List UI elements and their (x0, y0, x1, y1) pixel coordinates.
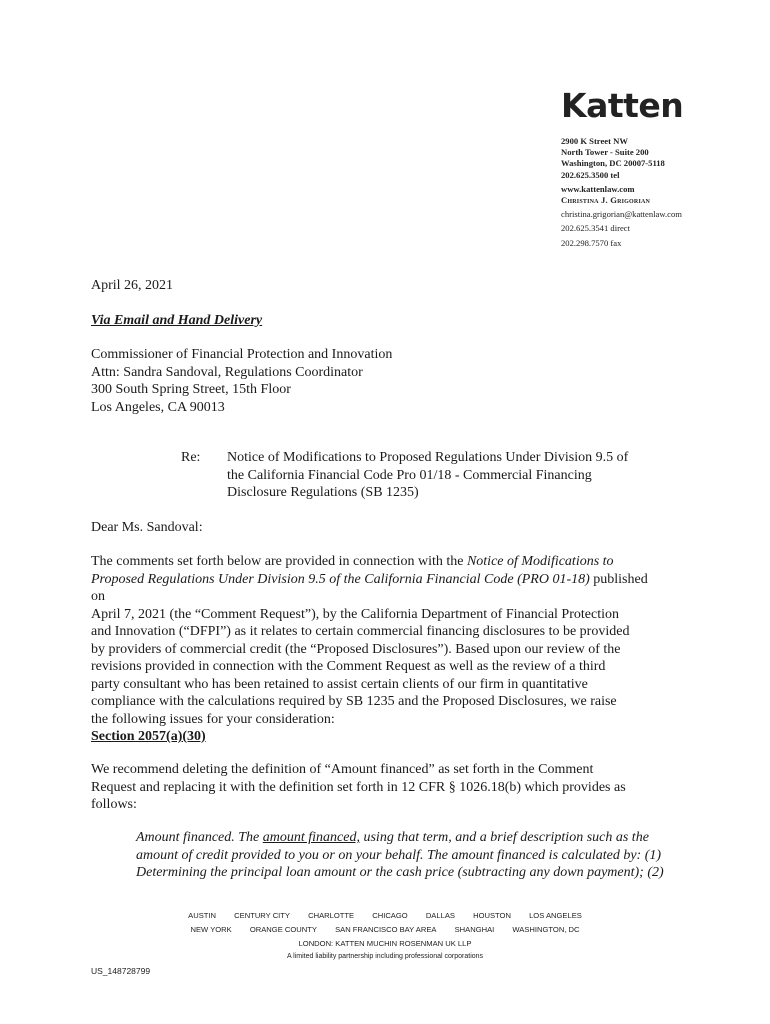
office-list-row-2 (0, 925, 770, 934)
re-subject (227, 449, 672, 502)
intro-line: April 7, 2021 (the “Comment Request”), by the California Department of Financial Protection (91, 606, 619, 622)
office-name: CENTURY CITY (234, 911, 290, 920)
intro-line (91, 553, 657, 571)
recipient-line: Los Angeles, CA 90013 (91, 399, 225, 415)
quote-underlined-term: amount financed, (262, 830, 360, 845)
recipient-address-block (91, 346, 392, 416)
intro-italic-title-cont: Proposed Regulations Under Division 9.5 of the California Financial Code (PRO 01-18) (91, 571, 590, 587)
address-line-street: 2900 K Street NW (561, 136, 628, 146)
intro-line: by providers of commercial credit (the “Proposed Disclosures”). Based upon our review of the (91, 641, 621, 657)
recipient-line: 300 South Spring Street, 15th Floor (91, 382, 291, 397)
office-name: SHANGHAI (454, 925, 495, 934)
office-name: DALLAS (425, 911, 455, 920)
office-name: WASHINGTON, DC (512, 925, 580, 934)
recipient-line: Commissioner of Financial Protection and Innovation (91, 347, 393, 362)
quote-line: Determining the principal loan amount or the cash price (subtracting any down payment); (2) (136, 865, 664, 880)
re-label: Re: (181, 450, 201, 465)
office-name: CHICAGO (372, 911, 408, 920)
intro-line: revisions provided in connection with the Comment Request as well as the review of a third (91, 659, 606, 674)
office-name: AUSTIN (188, 911, 217, 920)
intro-line (91, 571, 657, 606)
office-name: CHARLOTTE (308, 911, 355, 920)
address-line-phone: 202.625.3500 tel (561, 169, 620, 180)
intro-lead: The comments set forth below are provided in connection with the (91, 554, 467, 569)
author-email-link[interactable]: christina.grigorian@kattenlaw.com (561, 209, 682, 220)
quote-line: amount of credit provided to you or on your behalf. The amount financed is calculated by: (1) (136, 847, 662, 863)
office-name: SAN FRANCISCO BAY AREA (335, 925, 437, 934)
intro-line: compliance with the calculations required by SB 1235 and the Proposed Disclosures, we raise (91, 694, 617, 709)
office-name: NEW YORK (190, 925, 232, 934)
author-fax: 202.298.7570 fax (561, 237, 622, 248)
office-name: ORANGE COUNTY (249, 925, 317, 934)
office-name: LOS ANGELES (529, 911, 582, 920)
intro-italic-title: Notice of Modifications to (466, 554, 614, 569)
letter-date: April 26, 2021 (91, 278, 174, 293)
delivery-method: Via Email and Hand Delivery (91, 313, 263, 328)
salutation: Dear Ms. Sandoval: (91, 520, 203, 535)
re-line: the California Financial Code Pro 01/18 - Commercial Financing (227, 467, 592, 483)
author-direct-phone: 202.625.3541 direct (561, 223, 630, 234)
intro-after-italic: published on (91, 571, 648, 604)
regulation-quote (136, 829, 664, 882)
quote-line (136, 829, 664, 847)
intro-line: and Innovation (“DFPI”) as it relates to certain commercial financing disclosures to be provided (91, 624, 630, 639)
re-line: Disclosure Regulations (SB 1235) (227, 485, 419, 500)
recommendation-paragraph (91, 761, 657, 814)
partnership-note: A limited liability partnership including professional corporations (286, 953, 484, 960)
intro-line: the following issues for your consideration: (91, 711, 335, 727)
quote-lead: Amount financed. The (136, 830, 263, 845)
recipient-line: Attn: Sandra Sandoval, Regulations Coordinator (91, 364, 363, 380)
intro-line: party consultant who has been retained to assist certain clients of our firm in quantitative (91, 676, 588, 692)
recommendation-line: Request and replacing it with the definition set forth in 12 CFR § 1026.18(b) which provides as (91, 779, 626, 795)
intro-paragraph (91, 553, 657, 728)
office-name: HOUSTON (473, 911, 511, 920)
katten-logo: Katten (561, 86, 684, 125)
quote-rest: using that term, and a brief description such as the (359, 830, 649, 845)
section-heading: Section 2057(a)(30) (91, 729, 206, 744)
office-list-row-1 (0, 911, 770, 920)
website-link[interactable]: www.kattenlaw.com (561, 183, 635, 194)
address-line-suite: North Tower - Suite 200 (561, 147, 649, 158)
recommendation-line: follows: (91, 797, 137, 812)
address-line-city: Washington, DC 20007-5118 (561, 158, 665, 169)
document-id: US_148728799 (91, 966, 151, 976)
recommendation-line: We recommend deleting the definition of “Amount financed” as set forth in the Comment (91, 762, 594, 777)
london-office: LONDON: KATTEN MUCHIN ROSENMAN UK LLP (298, 939, 472, 948)
author-name: Christina J. Grigorian (561, 195, 651, 206)
re-line: Notice of Modifications to Proposed Regulations Under Division 9.5 of (227, 450, 629, 465)
letterhead-address-block (561, 136, 682, 249)
